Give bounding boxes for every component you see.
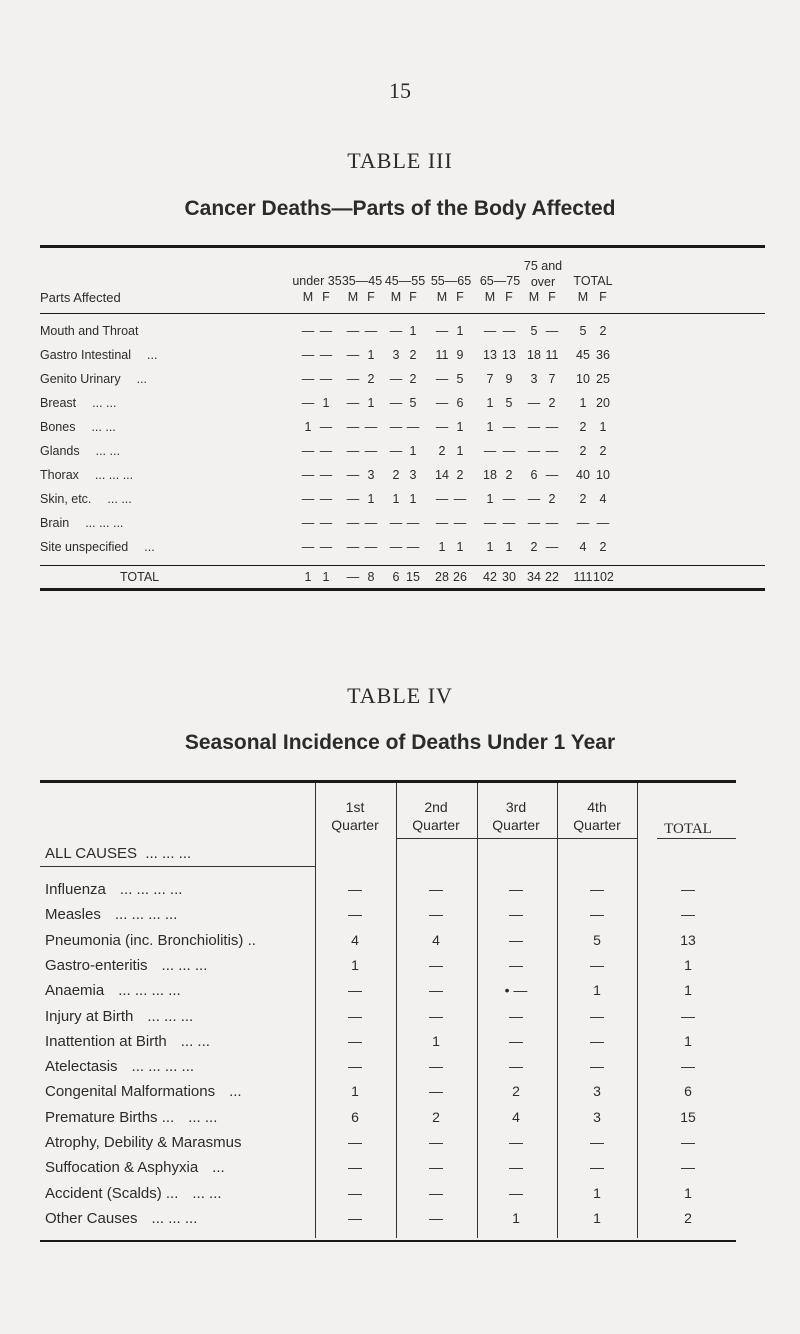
table3-row-label: Skin, etc. ... ...: [40, 492, 132, 506]
table3-cell: —: [435, 372, 449, 386]
table3-cell: —: [406, 420, 420, 434]
table3-cell: —: [364, 324, 378, 338]
table4-cell: —: [348, 906, 362, 922]
table3-cell: 2: [530, 540, 538, 554]
table3-cell: —: [435, 420, 449, 434]
table4-cell: —: [509, 1058, 523, 1074]
table3-sex-label: M: [528, 290, 540, 304]
table4-cell: 1: [593, 1185, 601, 1201]
table4-cell: 4: [512, 1109, 520, 1125]
table3-total-cell: 42: [483, 570, 497, 584]
table3-row-label: Brain ... ... ...: [40, 516, 124, 530]
table4-cell: —: [429, 881, 443, 897]
table3-cell: 1: [304, 420, 312, 434]
table3-cell: 1: [456, 420, 464, 434]
table4-cell: —: [509, 1134, 523, 1150]
table3-cell: —: [453, 516, 467, 530]
table3-cell: —: [319, 540, 333, 554]
table4-cell: —: [590, 1159, 604, 1175]
table4-cell: —: [348, 982, 362, 998]
table4-cell: —: [509, 1008, 523, 1024]
table4-row-label: Measles ... ... ... ...: [45, 906, 178, 923]
table3-cell: 7: [548, 372, 556, 386]
table4-row-label: Other Causes ... ... ...: [45, 1210, 198, 1227]
table3-cell: —: [389, 396, 403, 410]
table3-cell: —: [301, 468, 315, 482]
table4-column-header: 3rd Quarter: [492, 799, 540, 833]
table3-row-label: Site unspecified ...: [40, 540, 155, 554]
table3-cell: 1: [438, 540, 446, 554]
table3-cell: —: [389, 540, 403, 554]
table3-cell: —: [364, 444, 378, 458]
table3-total-cell: 28: [435, 570, 449, 584]
table3-cell: —: [346, 444, 360, 458]
table3-cell: —: [435, 324, 449, 338]
table3-cell: —: [389, 420, 403, 434]
table3-cell: —: [346, 540, 360, 554]
table4-cell: —: [348, 881, 362, 897]
table3-cell: —: [453, 492, 467, 506]
table3-cell: —: [527, 492, 541, 506]
table3-cell: 13: [483, 348, 497, 362]
table3-cell: —: [502, 444, 516, 458]
table3-sex-label: F: [505, 290, 513, 304]
table3-cell: —: [301, 348, 315, 362]
table4-title: TABLE IV: [347, 683, 453, 708]
table3-cell: —: [301, 444, 315, 458]
table4-cell: —: [429, 1185, 443, 1201]
table3-total-cell: 30: [502, 570, 516, 584]
table3-cell: —: [319, 444, 333, 458]
table3-cell: —: [483, 516, 497, 530]
table4-cell: —: [590, 957, 604, 973]
table3-sex-label: F: [456, 290, 464, 304]
table3-cell: 13: [502, 348, 516, 362]
table3-cell: 1: [486, 540, 494, 554]
table3-cell: 3: [392, 348, 400, 362]
table3-cell: 2: [579, 420, 587, 434]
table3-cell: —: [406, 540, 420, 554]
table4-cell: —: [348, 1185, 362, 1201]
table3-cell: —: [346, 420, 360, 434]
table4-cell: —: [681, 1058, 695, 1074]
table3-cell: 1: [409, 324, 417, 338]
table3-cell: —: [364, 420, 378, 434]
table4-cell: —: [509, 932, 523, 948]
table3-subtitle: Cancer Deaths—Parts of the Body Affected: [184, 197, 616, 220]
table4-header-rule: [396, 838, 477, 839]
table3-cell: 11: [545, 348, 559, 362]
table4-cell: —: [681, 1134, 695, 1150]
table3-cell: 2: [548, 396, 556, 410]
table4-cell: 1: [593, 982, 601, 998]
table3-cell: 1: [486, 420, 494, 434]
table4-row-label: Suffocation & Asphyxia ...: [45, 1159, 225, 1176]
table3-cell: —: [483, 444, 497, 458]
table3-cell: 11: [435, 348, 449, 362]
table3-cell: 2: [409, 372, 417, 386]
table3-cell: —: [483, 324, 497, 338]
table4-row-label: Congenital Malformations ...: [45, 1083, 242, 1100]
table3-total-cell: 111: [573, 570, 593, 584]
table3-cell: —: [545, 468, 559, 482]
table4-cell: —: [590, 1058, 604, 1074]
table3-cell: —: [319, 468, 333, 482]
table3-cell: 2: [456, 468, 464, 482]
table3-cell: 1: [409, 492, 417, 506]
table3-age-group: 45—55: [384, 274, 426, 288]
table3-age-group: 75 and over: [523, 259, 563, 289]
table3-cell: —: [346, 396, 360, 410]
table3-cell: 10: [576, 372, 590, 386]
table4-cell: 6: [351, 1109, 359, 1125]
table4-column-header: 4th Quarter: [573, 799, 621, 833]
table3-cell: —: [545, 444, 559, 458]
table4-row-label: Pneumonia (inc. Bronchiolitis) ..: [45, 932, 256, 949]
table4-cell: —: [509, 1033, 523, 1049]
table4-column-header: 1st Quarter: [331, 799, 379, 833]
table3-cell: 6: [530, 468, 538, 482]
table3-sex-label: F: [409, 290, 417, 304]
table4-column-header: 2nd Quarter: [412, 799, 460, 833]
table4-cell: 6: [684, 1083, 692, 1099]
table3-sex-label: M: [436, 290, 448, 304]
table3-cell: 2: [505, 468, 513, 482]
table3-row-label: Bones ... ...: [40, 420, 116, 434]
table4-cell: —: [509, 906, 523, 922]
table3-cell: 1: [456, 444, 464, 458]
table3-cell: 25: [596, 372, 610, 386]
table3-cell: 1: [367, 396, 375, 410]
table3-cell: —: [527, 516, 541, 530]
table4-cell: 2: [432, 1109, 440, 1125]
table4-cell: 1: [351, 1083, 359, 1099]
table3-cell: 1: [409, 444, 417, 458]
table3-cell: 45: [576, 348, 590, 362]
table3-cell: 40: [576, 468, 590, 482]
table3-cell: 2: [548, 492, 556, 506]
table4-cell: —: [509, 881, 523, 897]
table3-cell: —: [502, 492, 516, 506]
table3-cell: 1: [486, 492, 494, 506]
table3-cell: 14: [435, 468, 449, 482]
table3-cell: —: [527, 396, 541, 410]
table4-header-rule: [657, 838, 736, 839]
table3-cell: —: [319, 372, 333, 386]
all-causes-label: ALL CAUSES ... ... ...: [45, 845, 192, 862]
table3-sex-label: M: [390, 290, 402, 304]
table3-cell: —: [545, 420, 559, 434]
table3-cell: —: [502, 516, 516, 530]
table3-cell: —: [389, 372, 403, 386]
table3-cell: 6: [456, 396, 464, 410]
table3-sex-label: M: [347, 290, 359, 304]
table3-cell: 10: [596, 468, 610, 482]
table3-cell: —: [301, 396, 315, 410]
table4-header-rule: [477, 838, 557, 839]
table4-header-rule: [557, 838, 637, 839]
table3-age-group: under 35: [292, 274, 342, 288]
table4-cell: —: [348, 1033, 362, 1049]
table3-cell: —: [545, 324, 559, 338]
table4-cell: 2: [684, 1210, 692, 1226]
table4-cell: 1: [684, 982, 692, 998]
table4-cell: 3: [593, 1109, 601, 1125]
table3-cell: —: [346, 372, 360, 386]
table3-cell: 2: [438, 444, 446, 458]
table4-top-rule: [40, 780, 736, 783]
table3-cell: 20: [596, 396, 610, 410]
table4-cell: 1: [593, 1210, 601, 1226]
table4-column-divider: [477, 783, 478, 1238]
table3-sex-label: F: [548, 290, 556, 304]
table4-bottom-rule: [40, 1240, 736, 1242]
table4-cell: —: [590, 1008, 604, 1024]
table3-cell: 2: [579, 492, 587, 506]
table3-cell: —: [406, 516, 420, 530]
table3-cell: 5: [579, 324, 587, 338]
table3-cell: —: [527, 444, 541, 458]
table3-cell: —: [301, 516, 315, 530]
table3-cell: 4: [579, 540, 587, 554]
table4-header-rule: [40, 866, 316, 867]
table3-row-label: Glands ... ...: [40, 444, 120, 458]
table4-cell: —: [348, 1008, 362, 1024]
table4-row-label: Premature Births ... ... ...: [45, 1109, 218, 1126]
table3-cell: —: [346, 492, 360, 506]
table4-cell: 2: [512, 1083, 520, 1099]
table3-cell: —: [301, 540, 315, 554]
table4-row-label: Atrophy, Debility & Marasmus: [45, 1134, 242, 1151]
table4-row-label: Injury at Birth ... ... ...: [45, 1008, 194, 1025]
table4-cell: 3: [593, 1083, 601, 1099]
table4-column-divider: [315, 783, 316, 1238]
table4-cell: —: [429, 1058, 443, 1074]
table3-sex-label: M: [302, 290, 314, 304]
table4-cell: 1: [684, 957, 692, 973]
table3-cell: 2: [392, 468, 400, 482]
table4-cell: 1: [351, 957, 359, 973]
table3-cell: 2: [599, 324, 607, 338]
table3-cell: —: [319, 516, 333, 530]
table4-cell: —: [590, 1134, 604, 1150]
table4-cell: 5: [593, 932, 601, 948]
table3-cell: —: [319, 492, 333, 506]
table4-cell: 1: [432, 1033, 440, 1049]
table3-total-cell: 8: [367, 570, 375, 584]
table3-cell: —: [435, 516, 449, 530]
table3-total-cell: 6: [392, 570, 400, 584]
table3-cell: 2: [579, 444, 587, 458]
table3-total-cell: 102: [593, 570, 614, 584]
table3-cell: —: [301, 492, 315, 506]
table3-cell: 5: [530, 324, 538, 338]
table3-sex-label: M: [577, 290, 589, 304]
page-number: 15: [389, 78, 411, 103]
table4-cell: —: [348, 1210, 362, 1226]
table3-total-cell: 1: [304, 570, 312, 584]
table3-cell: 1: [367, 492, 375, 506]
table3-cell: 1: [486, 396, 494, 410]
table4-row-label: Accident (Scalds) ... ... ...: [45, 1185, 222, 1202]
table3-cell: —: [435, 396, 449, 410]
table3-row-header: Parts Affected: [40, 290, 121, 305]
table3-total-cell: 22: [545, 570, 559, 584]
table3-sex-label: F: [599, 290, 607, 304]
table3-cell: 5: [505, 396, 513, 410]
table3-total-cell: 1: [322, 570, 330, 584]
table3-cell: 7: [486, 372, 494, 386]
table4-cell: —: [509, 1159, 523, 1175]
table3-cell: —: [502, 420, 516, 434]
table4-cell: —: [681, 881, 695, 897]
table4-cell: —: [681, 1159, 695, 1175]
table3-cell: 1: [367, 348, 375, 362]
table3-cell: —: [389, 516, 403, 530]
table3-cell: 1: [322, 396, 330, 410]
table3-total-cell: —: [346, 570, 360, 584]
table4-cell: 4: [351, 932, 359, 948]
table3-cell: 9: [456, 348, 464, 362]
table3-age-group: TOTAL: [573, 274, 613, 288]
table3-cell: 1: [505, 540, 513, 554]
table4-cell: 1: [684, 1185, 692, 1201]
table3-cell: 3: [367, 468, 375, 482]
table4-cell: —: [681, 906, 695, 922]
table3-row-label: Mouth and Throat: [40, 324, 139, 338]
table3-cell: 18: [527, 348, 541, 362]
table3-cell: 2: [409, 348, 417, 362]
table3-total-label: TOTAL: [120, 570, 160, 584]
table3-cell: —: [301, 372, 315, 386]
table3-cell: 18: [483, 468, 497, 482]
table4-cell: —: [590, 881, 604, 897]
table3-cell: 2: [599, 540, 607, 554]
table4-column-header: TOTAL: [664, 821, 712, 837]
table4-cell: 15: [680, 1109, 696, 1125]
table4-cell: 4: [432, 932, 440, 948]
table4-cell: —: [348, 1159, 362, 1175]
table3-cell: —: [301, 324, 315, 338]
table4-cell: 1: [684, 1033, 692, 1049]
table4-row-label: Anaemia ... ... ... ...: [45, 982, 181, 999]
table3-cell: 2: [367, 372, 375, 386]
table3-cell: 2: [599, 444, 607, 458]
table4-row-label: Influenza ... ... ... ...: [45, 881, 183, 898]
table3-cell: 3: [530, 372, 538, 386]
table4-cell: —: [429, 1210, 443, 1226]
table3-age-group: 65—75: [479, 274, 521, 288]
table3-cell: —: [346, 348, 360, 362]
table4-column-divider: [557, 783, 558, 1238]
table4-row-label: Inattention at Birth ... ...: [45, 1033, 210, 1050]
table3-cell: —: [319, 324, 333, 338]
table3-age-group: 55—65: [430, 274, 472, 288]
table3-cell: —: [319, 420, 333, 434]
table3-cell: —: [346, 324, 360, 338]
table3-row-label: Gastro Intestinal ...: [40, 348, 158, 362]
table3-age-group: 35—45: [341, 274, 383, 288]
table3-sex-label: M: [484, 290, 496, 304]
table3-cell: 1: [599, 420, 607, 434]
table3-cell: —: [389, 444, 403, 458]
table3-cell: 36: [596, 348, 610, 362]
table3-cell: —: [346, 516, 360, 530]
table3-cell: —: [319, 348, 333, 362]
table3-cell: —: [596, 516, 610, 530]
table3-sex-label: F: [367, 290, 375, 304]
table4-cell: 1: [512, 1210, 520, 1226]
table3-cell: 1: [392, 492, 400, 506]
table4-cell: 13: [680, 932, 696, 948]
table3-cell: 5: [456, 372, 464, 386]
table4-cell: —: [429, 982, 443, 998]
table4-column-divider: [396, 783, 397, 1238]
table3-cell: 3: [409, 468, 417, 482]
table4-row-label: Atelectasis ... ... ... ...: [45, 1058, 195, 1075]
table4-cell: —: [590, 906, 604, 922]
table3-cell: —: [502, 324, 516, 338]
table3-cell: —: [545, 540, 559, 554]
table4-cell: —: [681, 1008, 695, 1024]
table4-row-label: Gastro-enteritis ... ... ...: [45, 957, 208, 974]
table4-cell: —: [348, 1058, 362, 1074]
table3-row-label: Thorax ... ... ...: [40, 468, 134, 482]
table4-column-divider: [637, 869, 638, 1238]
table3-row-label: Genito Urinary ...: [40, 372, 148, 386]
table4-cell: —: [429, 906, 443, 922]
table4-cell: • —: [504, 982, 528, 998]
table3-cell: —: [346, 468, 360, 482]
table4-cell: —: [429, 1134, 443, 1150]
table4-cell: —: [509, 957, 523, 973]
table3-cell: —: [389, 324, 403, 338]
table3-total-cell: 26: [453, 570, 467, 584]
table3-cell: —: [364, 540, 378, 554]
table4-cell: —: [429, 957, 443, 973]
table3-cell: 9: [505, 372, 513, 386]
table3-cell: —: [364, 516, 378, 530]
table4-cell: —: [348, 1134, 362, 1150]
table3-cell: 1: [579, 396, 587, 410]
table3-cell: 5: [409, 396, 417, 410]
table3-row-label: Breast ... ...: [40, 396, 117, 410]
table4-cell: —: [429, 1159, 443, 1175]
table4-cell: —: [590, 1033, 604, 1049]
table3-cell: 1: [456, 324, 464, 338]
table3-title: TABLE III: [347, 148, 453, 173]
table3-cell: 1: [456, 540, 464, 554]
table3-cell: —: [527, 420, 541, 434]
table4-subtitle: Seasonal Incidence of Deaths Under 1 Year: [184, 731, 616, 754]
table3-total-cell: 15: [406, 570, 420, 584]
table3-cell: —: [545, 516, 559, 530]
table4-cell: —: [429, 1008, 443, 1024]
table4-cell: —: [509, 1185, 523, 1201]
table3-cell: 4: [599, 492, 607, 506]
table3-sex-label: F: [322, 290, 330, 304]
table3-cell: —: [576, 516, 590, 530]
table4-cell: —: [429, 1083, 443, 1099]
table3-cell: —: [435, 492, 449, 506]
table3-total-cell: 34: [527, 570, 541, 584]
